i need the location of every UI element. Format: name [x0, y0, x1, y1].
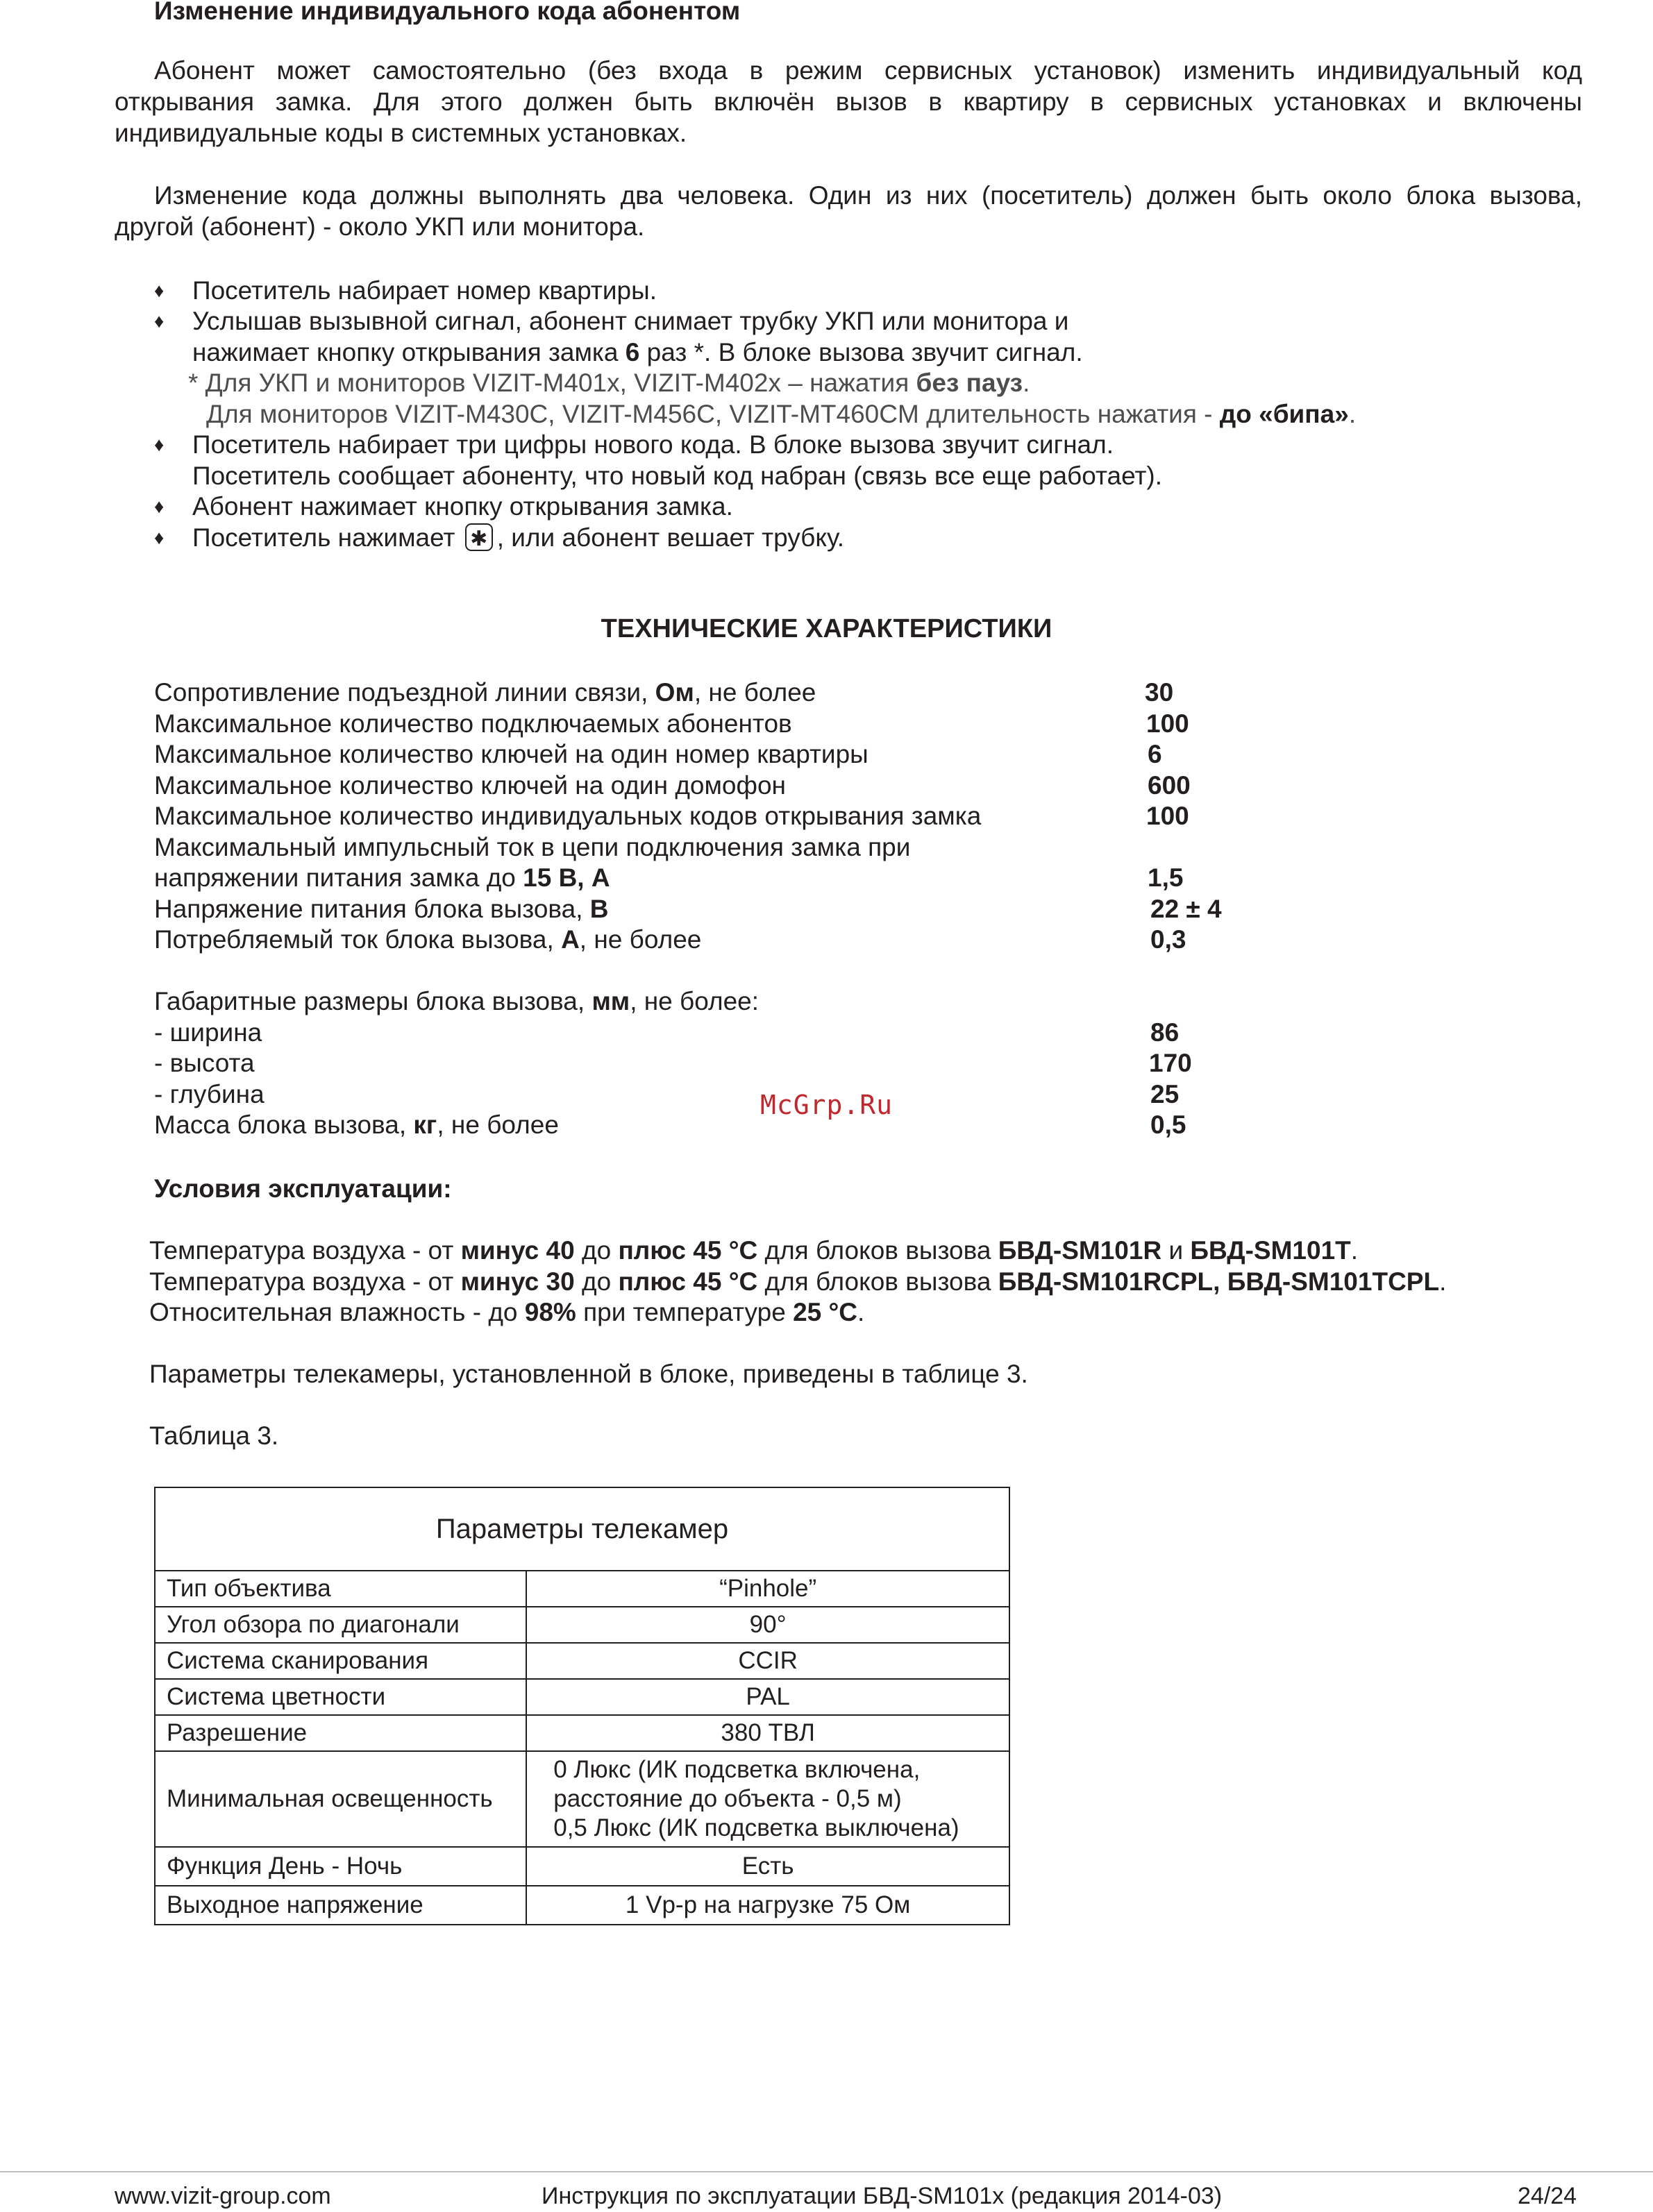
temperature-line-1: Температура воздуха - от минус 40 до плюс 45 °С для блоков вызова БВД-SM101R и БВД-SM101Т.: [149, 1236, 1359, 1265]
value-cell: 380 ТВЛ: [526, 1715, 1009, 1751]
asterisk-key-icon: ✱: [465, 523, 493, 551]
bullet-icon: ♦: [154, 310, 165, 332]
spec-label: Максимальное количество ключей на один домофон: [154, 771, 786, 800]
step-4: Абонент нажимает кнопку открывания замка.: [192, 492, 733, 521]
footer-doc-title: Инструкция по эксплуатации БВД-SM101х (редакция 2014-03): [542, 2183, 1223, 2209]
spec-value: 86: [1150, 1018, 1180, 1047]
spec-label: Максимальный импульсный ток в цепи подключения замка при: [154, 833, 911, 861]
camera-ref: Параметры телекамеры, установленной в блоке, приведены в таблице 3.: [149, 1360, 1028, 1388]
bullet-icon: ♦: [154, 434, 165, 455]
table-row: [155, 1847, 1009, 1886]
spec-value: 100: [1146, 709, 1189, 738]
spec-label: - ширина: [154, 1018, 262, 1047]
spec-value: 6: [1148, 740, 1162, 768]
spec-value: 170: [1149, 1049, 1192, 1077]
step-3-line2: Посетитель сообщает абоненту, что новый код набран (связь все еще работает).: [192, 462, 1163, 490]
bullet-icon: ♦: [154, 496, 165, 517]
humidity-line: Относительная влажность - до 98% при температуре 25 °С.: [149, 1298, 865, 1326]
value-cell: PAL: [526, 1679, 1009, 1715]
spec-label: Масса блока вызова, кг, не более: [154, 1111, 559, 1139]
table-row: [155, 1607, 1009, 1643]
step-2-line1: Услышав вызывной сигнал, абонент снимает трубку УКП или монитора и: [192, 307, 1069, 335]
temperature-line-2: Температура воздуха - от минус 30 до плюс 45 °С для блоков вызова БВД-SM101RCPL, БВД-SM101TCPL.: [149, 1267, 1447, 1296]
param-cell: Угол обзора по диагонали: [155, 1607, 526, 1643]
spec-value: 0,3: [1150, 925, 1186, 954]
spec-label: напряжении питания замка до 15 В, А: [154, 863, 610, 892]
bullet-icon: ♦: [154, 280, 165, 301]
param-cell: Разрешение: [155, 1715, 526, 1751]
camera-table: [154, 1487, 1010, 1925]
value-cell: 90°: [526, 1607, 1009, 1643]
value-line: 0,5 Люкс (ИК подсветка выключена): [553, 1814, 959, 1841]
table-row: [155, 1679, 1009, 1715]
spec-label: Максимальное количество индивидуальных кодов открывания замка: [154, 802, 982, 830]
value-cell: “Pinhole”: [526, 1571, 1009, 1607]
footer-url: www.vizit-group.com: [115, 2183, 331, 2209]
table-row: [155, 1643, 1009, 1679]
spec-value: 22 ± 4: [1150, 895, 1222, 923]
spec-label: Сопротивление подъездной линии связи, Ом, не более: [154, 678, 816, 707]
table-label: Таблица 3.: [149, 1421, 279, 1450]
watermark: McGrp.Ru: [760, 1090, 893, 1120]
param-cell: Функция День - Ночь: [155, 1847, 526, 1886]
conditions-title: Условия эксплуатации:: [154, 1174, 452, 1203]
table-title: Параметры телекамер: [155, 1487, 1009, 1571]
step-2-line2: нажимает кнопку открывания замка 6 раз *. В блоке вызова звучит сигнал.: [192, 338, 1083, 366]
spec-label: Максимальное количество ключей на один номер квартиры: [154, 740, 869, 768]
tech-title: ТЕХНИЧЕСКИЕ ХАРАКТЕРИСТИКИ: [601, 614, 1052, 643]
param-cell: Система сканирования: [155, 1643, 526, 1679]
para2-line1: Изменение кода должны выполнять два человека. Один из них (посетитель) должен быть около блока вызова,: [154, 181, 1582, 210]
footer-page-number: 24/24: [1518, 2183, 1577, 2209]
table-header-row: [155, 1487, 1009, 1571]
value-cell: 1 Vp-p на нагрузке 75 Ом: [526, 1886, 1009, 1925]
param-cell: Система цветности: [155, 1679, 526, 1715]
value-cell: [526, 1751, 1009, 1847]
spec-label: - высота: [154, 1049, 255, 1077]
value-cell: CCIR: [526, 1643, 1009, 1679]
section-title: Изменение индивидуального кода абонентом: [154, 0, 741, 25]
table-row: [155, 1886, 1009, 1925]
table-row: [155, 1715, 1009, 1751]
spec-value: 600: [1148, 771, 1191, 800]
para1-line2: открывания замка. Для этого должен быть включён вызов в квартиру в сервисных установках и включены: [115, 87, 1582, 116]
param-cell: Тип объектива: [155, 1571, 526, 1607]
param-cell: Минимальная освещенность: [155, 1751, 526, 1847]
footer-divider: [0, 2171, 1653, 2172]
bullet-icon: ♦: [154, 527, 165, 548]
value-line: 0 Люкс (ИК подсветка включена,: [553, 1756, 921, 1783]
spec-value: 25: [1150, 1080, 1180, 1108]
spec-label: Потребляемый ток блока вызова, А, не более: [154, 925, 702, 954]
spec-label: Напряжение питания блока вызова, В: [154, 895, 609, 923]
step-3-line1: Посетитель набирает три цифры нового кода. В блоке вызова звучит сигнал.: [192, 430, 1114, 459]
spec-value: 100: [1146, 802, 1189, 830]
spec-label: - глубина: [154, 1080, 265, 1108]
para2-line2: другой (абонент) - около УКП или монитора.: [115, 212, 645, 241]
para1-line3: индивидуальные коды в системных установках.: [115, 119, 687, 147]
step-5: Посетитель нажимает ✱ , или абонент вешает трубку.: [192, 523, 845, 552]
spec-value: 0,5: [1150, 1111, 1186, 1139]
step-note-1: * Для УКП и мониторов VIZIT-M401x, VIZIT-M402x – нажатия без пауз.: [188, 369, 1030, 397]
value-line: расстояние до объекта - 0,5 м): [553, 1785, 902, 1812]
param-cell: Выходное напряжение: [155, 1886, 526, 1925]
table-row: [155, 1751, 1009, 1847]
table-row: [155, 1571, 1009, 1607]
para1-line1: Абонент может самостоятельно (без входа в режим сервисных установок) изменить индивидуальный код: [154, 56, 1582, 85]
spec-value: 1,5: [1148, 863, 1184, 892]
spec-value: 30: [1145, 678, 1174, 707]
step-note-2: Для мониторов VIZIT-M430C, VIZIT-M456C, VIZIT-MT460CM длительность нажатия - до «бипа».: [206, 400, 1357, 428]
value-cell: Есть: [526, 1847, 1009, 1886]
spec-label: Габаритные размеры блока вызова, мм, не более:: [154, 987, 760, 1015]
step-1: Посетитель набирает номер квартиры.: [192, 276, 657, 305]
spec-label: Максимальное количество подключаемых абонентов: [154, 709, 792, 738]
